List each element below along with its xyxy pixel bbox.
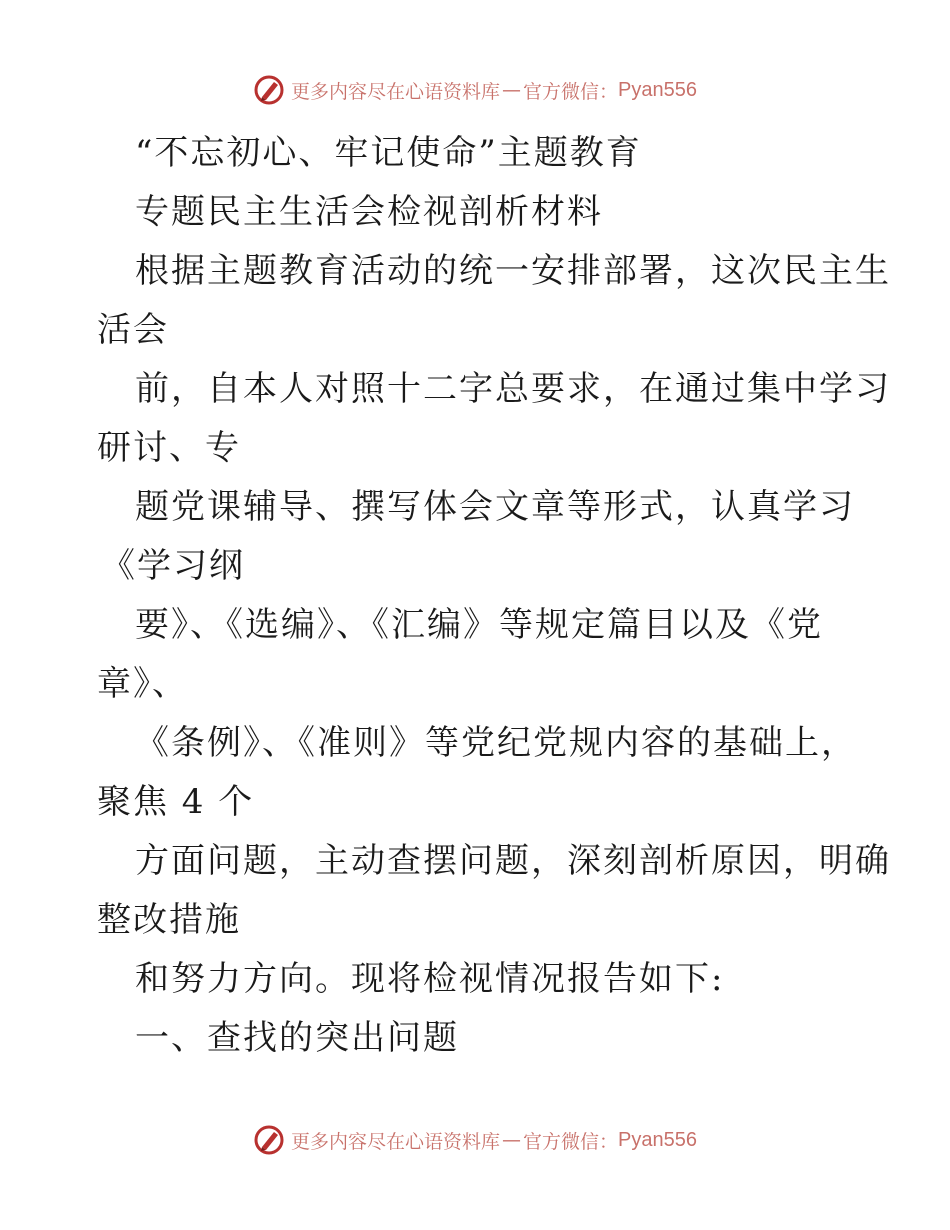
banner-site-text: 更多内容尽在心语资料库	[291, 1130, 501, 1153]
document-body	[97, 124, 891, 1068]
banner-site-text: 更多内容尽在心语资料库	[291, 80, 501, 103]
banner-wechat-label: 官方微信：	[523, 1130, 619, 1153]
paragraph-line: 整改措施	[97, 900, 241, 940]
title-line-2: 专题民主生活会检视剖析材料	[135, 192, 603, 232]
paragraph-line: 和努力方向。现将检视情况报告如下:	[135, 959, 725, 999]
header-banner	[0, 70, 950, 110]
banner-wechat-id: Pyan556	[618, 1128, 697, 1151]
paragraph-line: 《学习纲	[101, 546, 245, 586]
paragraph-line: 活会	[97, 310, 169, 350]
paragraph-line: 根据主题教育活动的统一安排部署，这次民主生	[135, 251, 891, 291]
footer-banner	[0, 1120, 950, 1160]
section-heading: 一、查找的突出问题	[135, 1018, 459, 1058]
paragraph-line: 方面问题，主动查摆问题，深刻剖析原因，明确	[135, 841, 891, 881]
paragraph-line: 章》、	[97, 664, 188, 704]
paragraph-line: 要》、《选编》、《汇编》等规定篇目以及《党	[135, 605, 823, 645]
paragraph-line: 聚焦 4 个	[97, 782, 255, 822]
pen-logo-icon	[253, 74, 285, 106]
banner-wechat-id: Pyan556	[618, 78, 697, 101]
banner-dash: —	[502, 79, 522, 101]
banner-wechat-label: 官方微信：	[523, 80, 619, 103]
title-line-1: “不忘初心、牢记使命”主题教育	[135, 133, 642, 173]
paragraph-line: 《条例》、《准则》等党纪党规内容的基础上，	[135, 723, 857, 763]
paragraph-line: 研讨、专	[97, 428, 241, 468]
pen-logo-icon	[253, 1124, 285, 1156]
paragraph-line: 题党课辅导、撰写体会文章等形式，认真学习	[135, 487, 855, 527]
banner-dash: —	[502, 1129, 522, 1151]
paragraph-line: 前，自本人对照十二字总要求，在通过集中学习	[135, 369, 891, 409]
